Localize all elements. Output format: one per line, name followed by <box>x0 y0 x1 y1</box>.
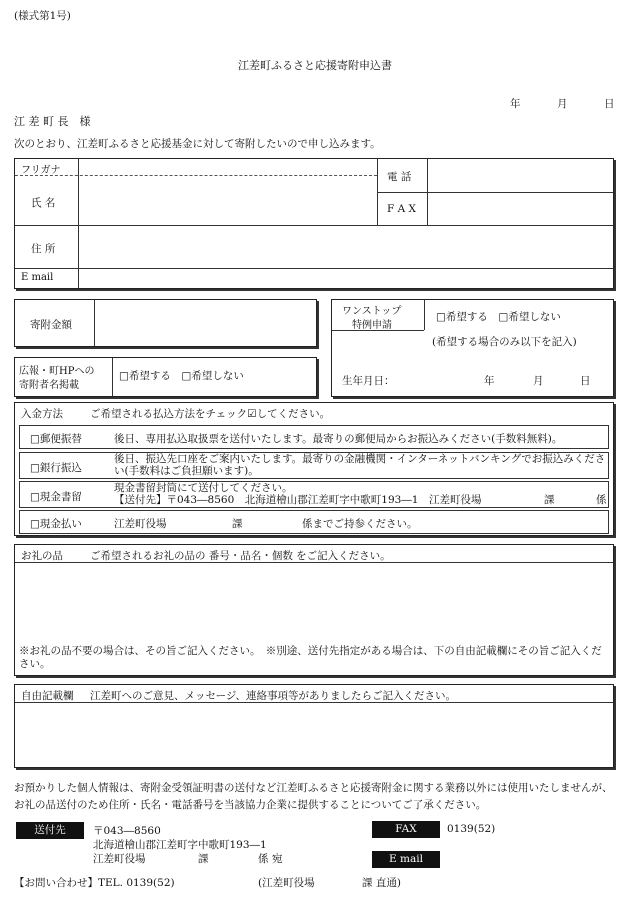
donation-amount-section <box>14 299 317 347</box>
free-entry-header-label: 自由記載欄 <box>21 690 74 702</box>
publicity-label-2: 寄附者名掲載 <box>19 380 79 391</box>
phone-label: 電 話 <box>387 171 412 183</box>
phone-field[interactable] <box>428 161 611 191</box>
send-to-postal: 〒043―8560 <box>93 825 161 837</box>
registered-mail-address: 【送付先】〒043―8560 北海道檜山郡江差町字中歌町193―1 江差町役場 <box>114 494 482 506</box>
applicant-section <box>14 158 614 289</box>
onestop-section <box>331 299 614 397</box>
registered-mail-text: 現金書留封筒にて送付してください。 <box>114 482 293 494</box>
postal-transfer-text: 後日、専用払込取扱票を送付いたします。最寄りの郵便局からお振込みください(手数料無料)。 <box>114 433 563 445</box>
address-label: 住 所 <box>31 243 56 255</box>
onestop-label-2: 特例申請 <box>352 320 392 331</box>
birthdate-label: 生年月日： <box>342 375 395 387</box>
publicity-label-1: 広報・町HPへの <box>19 366 95 377</box>
registered-mail-kakari: 係 <box>596 494 607 506</box>
onestop-label-1: ワンストップ <box>342 306 402 317</box>
registered-mail-ka: 課 <box>544 494 555 506</box>
fax-number: 0139(52) <box>447 823 496 835</box>
gift-header-text: ご希望されるお礼の品の 番号・品名・個数 をご記入ください。 <box>90 550 391 562</box>
birth-month-label: 月 <box>533 375 544 387</box>
send-to-office: 江差町役場 <box>93 853 146 865</box>
send-to-address: 北海道檜山郡江差町字中歌町193―1 <box>93 839 267 851</box>
payment-header-label: 入金方法 <box>21 408 63 420</box>
fax-label: F A X <box>387 203 417 215</box>
privacy-notice: お預かりした個人情報は、寄附金受領証明書の送付など江差町ふるさと応援寄附金に関する業務以外には使用いたしませんが、お礼の品送付のため住所・氏名・電話番号を当該協力企業に提供することについてご了承ください。 <box>14 782 613 811</box>
payment-row-postal <box>19 425 609 449</box>
donation-amount-field[interactable] <box>96 302 314 344</box>
gift-note: ※お礼の品不要の場合は、その旨ご記入ください。 ※別途、送付先指定がある場合は、下の自由記載欄にその旨ご記入ください。 <box>19 645 602 670</box>
email-badge: E mail <box>372 851 440 868</box>
postal-transfer-checkbox[interactable]: □郵便振替 <box>30 433 82 445</box>
inquiry-office: (江差町役場 <box>258 877 315 889</box>
intro-text: 次のとおり、江差町ふるさと応援基金に対して寄附したいので申し込みます。 <box>14 138 381 150</box>
registered-mail-checkbox[interactable]: □現金書留 <box>30 491 82 503</box>
send-to-kakari: 係 宛 <box>258 853 283 865</box>
free-entry-header-text: 江差町へのご意見、メッセージ、連絡事項等がありましたらご記入ください。 <box>90 690 457 702</box>
payment-row-registered <box>19 481 609 508</box>
payment-section <box>14 402 614 536</box>
send-to-ka: 課 <box>198 853 209 865</box>
birth-year-label: 年 <box>484 375 495 387</box>
onestop-note: (希望する場合のみ以下を記入) <box>432 336 577 348</box>
inquiry-direct: 課 直通) <box>362 877 401 889</box>
name-field[interactable] <box>79 177 376 223</box>
payment-row-cash <box>19 510 609 534</box>
bank-transfer-checkbox[interactable]: □銀行振込 <box>30 462 82 474</box>
furigana-label: フリガナ <box>21 165 61 176</box>
form-number: (様式第1号) <box>14 10 71 22</box>
cash-payment-text: 係までご持参ください。 <box>302 518 418 530</box>
publicity-options[interactable]: □希望する □希望しない <box>119 370 244 382</box>
bank-transfer-text: 後日、振込先口座をご案内いたします。最寄りの金融機関・インターネットバンキングでお振込みください(手数料はご負担願います)。 <box>114 453 606 477</box>
gift-header-label: お礼の品 <box>21 550 63 562</box>
page-title: 江差町ふるさと応援寄附申込書 <box>238 59 392 72</box>
onestop-options[interactable]: □希望する □希望しない <box>436 311 561 323</box>
cash-payment-checkbox[interactable]: □現金払い <box>30 518 82 530</box>
send-to-label: 送付先 <box>16 822 84 839</box>
date-month-label: 月 <box>557 98 568 110</box>
cash-payment-ka: 課 <box>232 518 243 530</box>
free-entry-section <box>14 684 614 768</box>
donation-amount-label: 寄附金額 <box>30 319 72 331</box>
inquiry-text: 【お問い合わせ】TEL. 0139(52) <box>14 877 175 889</box>
name-label: 氏 名 <box>31 197 56 209</box>
email-field[interactable] <box>79 270 611 287</box>
fax-field[interactable] <box>428 194 611 224</box>
free-entry-field[interactable] <box>17 705 611 765</box>
date-day-label: 日 <box>604 98 615 110</box>
addressee: 江 差 町 長 様 <box>14 115 91 128</box>
fax-badge: FAX <box>372 821 440 838</box>
payment-row-bank <box>19 452 609 479</box>
gift-field[interactable] <box>17 565 611 639</box>
date-year-label: 年 <box>510 98 521 110</box>
cash-payment-office: 江差町役場 <box>114 518 167 530</box>
address-field[interactable] <box>79 227 611 267</box>
birth-day-label: 日 <box>580 375 591 387</box>
publicity-section <box>14 357 317 397</box>
email-label: E mail <box>21 272 54 283</box>
payment-header-text: ご希望される払込方法をチェック☑してください。 <box>90 408 331 420</box>
gift-section <box>14 544 614 676</box>
